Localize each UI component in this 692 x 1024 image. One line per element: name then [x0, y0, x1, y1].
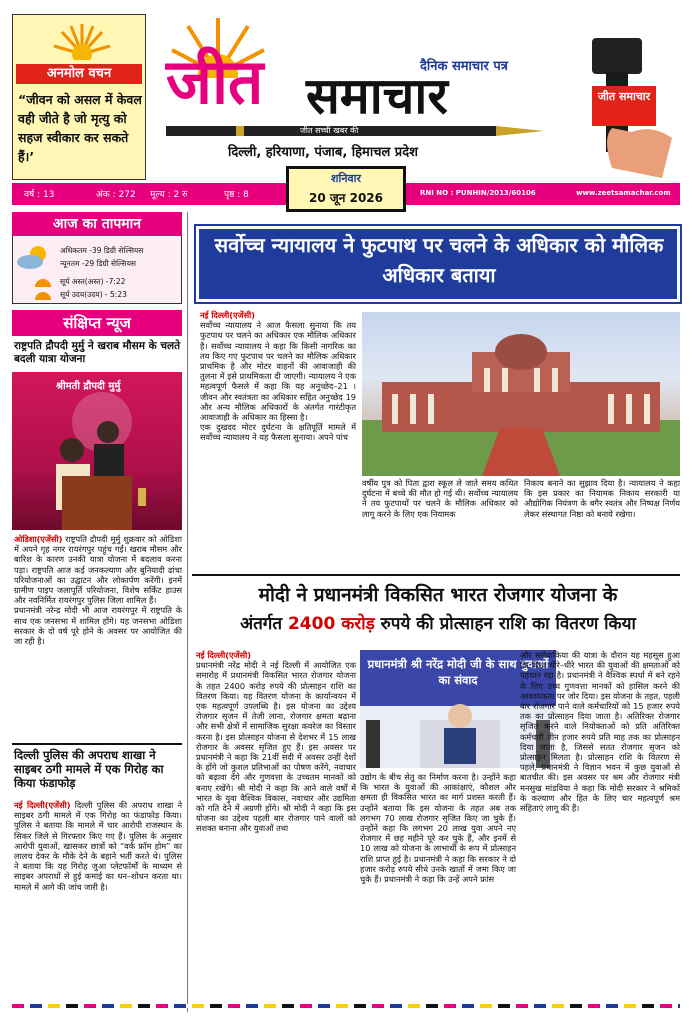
meta-day: शनिवार: [331, 172, 361, 185]
brief1-headline: राष्ट्रपति द्रौपदी मुर्मु ने खराब मौसम के चलते बदली यात्रा योजना: [14, 340, 181, 365]
regions-line: दिल्ली, हरियाणा, पंजाब, हिमाचल प्रदेश: [228, 145, 418, 160]
section-divider: [192, 574, 680, 576]
sunset-icon: [34, 277, 52, 287]
weather-title: आज का तापमान: [12, 212, 182, 236]
meta-rni: RNI NO : PUNHIN/2013/60106: [420, 189, 536, 197]
second-col3: और स्लोवाकिया की यात्रा के दौरान यह महसूस हुआ कि विश्व धीरे–धीरे भारत की युवाओं की क्षमताओं को पहचान रहा है। प्रधानमंत्री ने वैश्विक स्पर्धा में बने रहने के लिए उच्च गुणवत्ता मानकों को हासिल करने की आवश्यकता पर जोर दिया। इस योजना के तहत, पहली बार रोजगार पाने वाले कर्मचारियों को 15 हजार रुपये तक का प्रोत्साहन दिया जाता है। अतिरिक्त रोजगार सृजित करने वाले नियोक्ताओं को प्रति अतिरिक्त कर्मचारी तीन हजार रुपये प्रति माह तक का प्रोत्साहन दिया जाता है, जिससे सतत रोजगार सृजन को प्रोत्साहन मिलता है। प्रोत्साहन राशि के वितरण से पहले, प्रधानमंत्री ने विज्ञान भवन में कुछ युवाओं से बातचीत की। इस अवसर पर श्रम और रोजगार मंत्री मनसुख मांडविया ने कहा कि मोदी सरकार ने श्रमिकों के कल्याण और हित के लिए चार महत्वपूर्ण श्रम संहिताएं लागू की हैं।: [520, 650, 680, 814]
brief-title: संक्षिप्त न्यूज: [12, 310, 182, 336]
quote-title: अनमोल वचन: [16, 64, 142, 84]
second-headline-1: मोदी ने प्रधानमंत्री विकसित भारत रोजगार योजना के: [258, 584, 618, 606]
left-divider: [12, 743, 182, 745]
mic-flag: जीत समाचार: [592, 86, 656, 126]
lead-dateline: नई दिल्ली(एजेंसी): [200, 310, 255, 320]
lead-col1-text: सर्वोच्च न्यायालय ने आज फैसला सुनाया कि तय फुटपाथ पर चलने का अधिकार एक मौलिक अधिकार है। सर्वोच्च न्यायालय ने कहा कि किसी नागरिक का तय किए गए फुटपाथ पर चलने का मौलिक अधिकार प्राथमिक है और मोटर वाहनों की आवाजाही की तुलना में इसे प्राथमिकता दी जाएगी। न्यायालय ने एक महत्वपूर्ण फैसले में कहा कि यह अनुच्छेद–21 । जीवन और स्वतंत्रता का अधिकार सहित अनुच्छेद 19 और अन्य मौलिक अधिकारों के अंतर्गत गारंटीकृत आवाजाही के अधिकार का हिस्सा है।: [200, 320, 356, 423]
weather-min: न्यूनतम -29 डिग्री सेल्सियस: [60, 259, 136, 268]
weather-max: अधिकतम -39 डिग्री सेल्सियस: [60, 246, 144, 255]
brief1-photo: [12, 372, 182, 530]
footer-rule: [12, 1004, 680, 1008]
brief1-dateline: ओडिशा(एजेंसी): [14, 534, 63, 544]
lead-col1-text-2: एक दुखदद मोटर दुर्घटना के क्षतिपूर्ति मामले में सर्वोच्च न्यायालय ने यह फैसला सुनाया। अपने पांच: [200, 422, 356, 443]
weather-sunset: सूर्य उदय(उदय) - 5:23: [60, 290, 127, 299]
modi-photo-banner: प्रधानमंत्री श्री नरेंद्र मोदी जी के साथ युवाओं का संवाद: [367, 657, 549, 687]
quote-sun-icon: [52, 20, 112, 60]
brief1-text-2: प्रधानमंत्री नरेन्द्र मोदी भी आज रायरंगपुर में राष्ट्रपति के साथ एक जनसभा में शामिल होंगे। यह जनसभा ओडिशा सरकार के दो वर्ष पूरे होने के अवसर पर आयोजित की जा रही है।: [14, 605, 182, 647]
logo-word-samachar: समाचार: [306, 67, 448, 125]
brief1-photo-banner: श्रीमती द्रौपदी मुर्मु: [56, 381, 121, 392]
brief2-headline: दिल्ली पुलिस की अपराध शाखा ने साइबर ठगी मामले में एक गिरोह का किया फंडाफोड़: [14, 748, 164, 790]
meta-pages: पृष्ठ : 8: [224, 190, 249, 200]
headline-2-highlight: 2400 करोड़: [287, 614, 375, 634]
second-col2: उद्योग के बीच सेतु का निर्माण करना है। उन्होंने कहा कि भारत के युवाओं की आकांक्षाएं, कौशल और क्षमता ही विकसित भारत का मार्ग प्रशस्त करती हैं। उन्होंने बताया कि इस योजना के तहत अब तक लगभग 70 लाख रोजगार सृजित किए जा चुके हैं। उन्होंने कहा कि लगभग 20 लाख युवा अपने नए रोजगार में छह महीने पूरे कर चुके हैं, और इनमें से 10 लाख को योजना के लाभार्थी के रूप में प्रोत्साहन राशि प्राप्त हुई है। प्रधानमंत्री ने कहा कि सरकार ने दो हजार करोड़ रुपये सीधे उनके खातों में जमा किए जा चुके हैं। प्रधानमंत्री ने कहा कि उन्हें अपने फ्रांस: [360, 772, 516, 885]
meta-year: वर्ष : 13: [24, 190, 55, 200]
brief2-body: [14, 800, 182, 892]
cloud-sun-icon: [16, 244, 50, 270]
logo-word-jeet: जीत: [166, 45, 264, 118]
headline-2-post: रुपये की प्रोत्साहन राशि का वितरण किया: [374, 614, 636, 634]
second-headline-2: [196, 612, 680, 636]
meta-date: 20 जून 2026: [308, 191, 384, 205]
quote-text: “जीवन को असल में केवल वही जीते है जो मृत्यु को सहज स्वीकार कर सकते हैं।’: [18, 92, 142, 164]
lead-col2: वर्षीय पुत्र को पिता द्वारा स्कूल ले जाते समय कथित दुर्घटना में बच्चे की मौत हो गई थी। सर्वोच्च न्यायालय ने तय फुटपाथों पर चलने के मौलिक अधिकार को लागू करने के लिए एक नियामक: [362, 478, 518, 519]
brief2-dateline: नई दिल्ली(एजेंसी): [14, 800, 71, 810]
brief1-body: [14, 534, 182, 646]
meta-website[interactable]: www.zeetsamachar.com: [576, 189, 671, 197]
pen-text: जीत सच्ची खबर की: [300, 126, 359, 135]
sunrise-icon: [34, 290, 52, 300]
brief2-text: दिल्ली पुलिस की अपराध शाखा ने साइबर ठगी मामले में एक गिरोह का फंडाफोड़ किया। पुलिस ने बताया कि मामले में चार आरोपी राजस्थान के सिकर जिले से गिरफ्तार किए गए हैं। पुलिस के अनुसार आरोपी युवाओं, खासकर छात्रों को “वर्क फ्रॉम होम” का लालच देकर के मौके देने के बहाने भर्ती करते थे। पुलिस ने बताया कि यह गिरोह जुआ प्लेटफॉर्मों के माध्यम से साइबर अपराधों से हुई कमाई का धन–शोधन करता था। मामले में आगे की जांच जारी है।: [14, 800, 182, 892]
court-photo: [362, 312, 680, 476]
tagline: दैनिक समाचार पत्र: [420, 59, 508, 74]
column-rule: [187, 212, 188, 1012]
second-col1-text: प्रधानमंत्री नरेंद्र मोदी ने नई दिल्ली में आयोजित एक समारोह में प्रधानमंत्री विकसित भारत रोजगार योजना के तहत 2400 करोड़ रुपये की प्रोत्साहन राशि का वितरण किया। यह वितरण योजना के कार्यान्वयन में एक महत्वपूर्ण उपलब्धि है। इस योजना का उद्देश्य रोजगार सृजन में तेजी लाना, रोजगार क्षमता बढ़ाना और सभी क्षेत्रों में सामाजिक सुरक्षा कवरेज का विस्तार करना है। इस प्रोत्साहन योजना से देशभर में 15 लाख रोजगार के अवसर सृजित हुए हैं। इस अवसर पर प्रधानमंत्री ने कहा कि 21वीं सदी में अवसर उन्हीं देशों के होंगे जो कुशल प्रतिभाओं का पोषण करेंगे, नवाचार को बढ़ावा देंगे और गुणवत्ता के उच्चतम मानकों को बनाए रखेंगे। श्री मोदी ने कहा कि आने वाले वर्षों में भारत के युवा वैश्विक विकास, नवाचार और उद्यमिता को गति देने में अग्रणी होंगे। श्री मोदी ने कहा कि इस योजना का उद्देश्य पहली बार रोजगार पाने वालों को सशक्त बनाना और युवाओं तथा: [196, 660, 356, 834]
second-col1: [196, 650, 356, 834]
lead-headline: सर्वोच्च न्यायालय ने फुटपाथ पर चलने के अधिकार को मौलिक अधिकार बताया: [214, 233, 664, 287]
brief1-text: राष्ट्रपति द्रौपदी मुर्मु शुक्रवार को ओडिशा में अपने गृह नगर रायरंगपुर पहुंच गईं। खराब मौसम और बारिश के कारण उनकी यात्रा योजना में बदलाव करना पड़ा। राष्ट्रपति आज कई जनकल्याण और बुनियादी ढांचा परियोजनाओं का उद्घाटन और लोकार्पण करेंगी। इनमें ग्रामीण पाइप जलापूर्ति परियोजना, विशेष सर्किट हाउस और नवनिर्मित रायरंगपुर पुलिस जिला शामिल हैं।: [14, 534, 182, 606]
lead-col3: निकाय बनाने का सुझाव दिया है। न्यायालय ने कहा कि इस प्रकार का नियामक निकाय सरकारी या औद्योगिक नियंत्रण के बगैर स्वतंत्र और निष्पक्ष निर्णय लेकर संस्थागत निष्ठा को बनाये रखेगा।: [524, 478, 680, 519]
lead-col1: [200, 310, 356, 443]
meta-price: मूल्य : 2 रु: [150, 190, 188, 200]
meta-issue: अंक : 272: [96, 190, 136, 200]
headline-2-pre: अंतर्गत: [240, 614, 288, 634]
weather-sunrise: सूर्य अस्त(अस्त) -7:22: [60, 277, 126, 286]
second-dateline: नई दिल्ली(एजेंसी): [196, 650, 251, 660]
